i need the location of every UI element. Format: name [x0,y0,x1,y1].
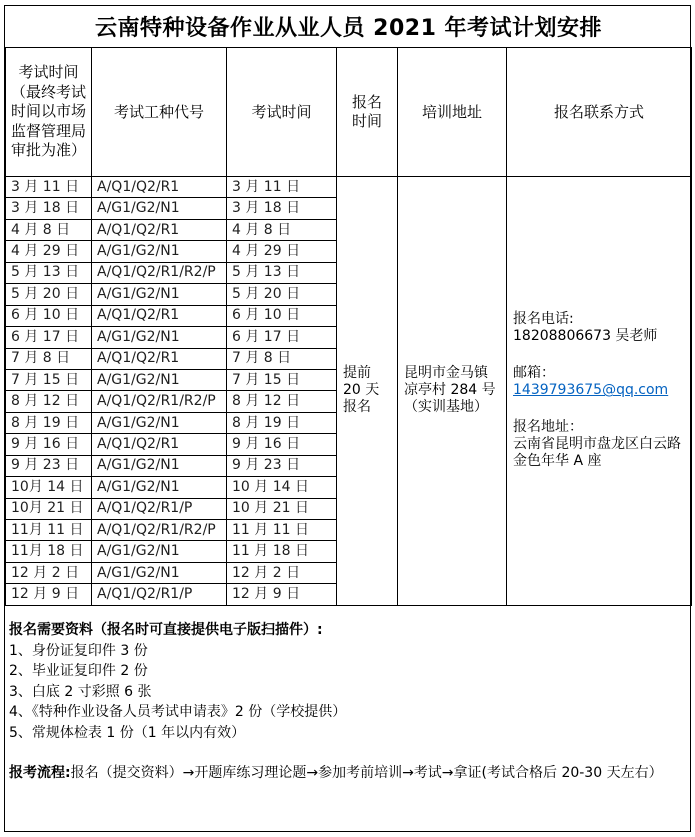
exam-date: 5 月 13 日 [227,262,337,283]
page-title: 云南特种设备作业从业人员 2021 年考试计划安排 [6,6,692,48]
final-exam-date: 9 月 16 日 [6,434,92,455]
exam-date: 12 月 2 日 [227,562,337,583]
table-header-row [6,48,692,177]
exam-date: 4 月 29 日 [227,241,337,262]
exam-date: 7 月 15 日 [227,369,337,390]
exam-code: A/G1/G2/N1 [92,241,227,262]
final-exam-date: 7 月 15 日 [6,369,92,390]
notes-section [9,620,689,784]
exam-date: 9 月 23 日 [227,455,337,476]
email-label: 邮箱： [513,365,555,382]
final-exam-date: 3 月 18 日 [6,198,92,219]
final-exam-date: 4 月 29 日 [6,241,92,262]
exam-code: A/Q1/Q2/R1 [92,305,227,326]
header-exam-code: 考试工种代号 [92,48,227,177]
exam-code: A/G1/G2/N1 [92,369,227,390]
materials-heading: 报名需要资料（报名时可直接提供电子版扫描件）: [9,622,323,638]
exam-date: 6 月 10 日 [227,305,337,326]
material-item: 1、身份证复印件 3 份 [9,642,148,659]
final-exam-date: 7 月 8 日 [6,348,92,369]
material-item: 5、常规体检表 1 份（1 年以内有效） [9,724,246,741]
header-exam-time-final: 考试时间（最终考试时间以市场监督管理局审批为准） [6,48,92,177]
final-exam-date: 10月 14 日 [6,477,92,498]
exam-code: A/G1/G2/N1 [92,477,227,498]
exam-date: 3 月 18 日 [227,198,337,219]
exam-code: A/G1/G2/N1 [92,198,227,219]
header-training-address: 培训地址 [398,48,507,177]
phone-label: 报名电话: [513,311,574,328]
exam-code: A/G1/G2/N1 [92,284,227,305]
process-line [9,763,689,784]
material-item: 3、白底 2 寸彩照 6 张 [9,683,152,700]
exam-date: 10 月 21 日 [227,498,337,519]
phone-value: 18208806673 吴老师 [513,328,658,345]
final-exam-date: 5 月 13 日 [6,262,92,283]
final-exam-date: 12 月 9 日 [6,584,92,605]
address-value: 云南省昆明市盘龙区白云路金色年华 A 座 [513,436,681,470]
process-label: 报考流程: [9,765,71,781]
material-item: 4、《特种作业设备人员考试申请表》2 份（学校提供） [9,704,347,720]
final-exam-date: 12 月 2 日 [6,562,92,583]
exam-date: 5 月 20 日 [227,284,337,305]
final-exam-date: 6 月 10 日 [6,305,92,326]
final-exam-date: 11月 18 日 [6,541,92,562]
final-exam-date: 5 月 20 日 [6,284,92,305]
exam-date: 11 月 11 日 [227,520,337,541]
address-label: 报名地址： [513,419,583,436]
exam-date: 10 月 14 日 [227,477,337,498]
final-exam-date: 6 月 17 日 [6,327,92,348]
exam-date: 3 月 11 日 [227,177,337,198]
exam-code: A/Q1/Q2/R1/P [92,584,227,605]
exam-date: 11 月 18 日 [227,541,337,562]
exam-code: A/Q1/Q2/R1/R2/P [92,262,227,283]
exam-date: 6 月 17 日 [227,327,337,348]
email-link[interactable]: 1439793675@qq.com [513,382,669,399]
exam-code: A/G1/G2/N1 [92,455,227,476]
exam-code: A/Q1/Q2/R1/R2/P [92,520,227,541]
exam-code: A/G1/G2/N1 [92,562,227,583]
exam-code: A/Q1/Q2/R1 [92,348,227,369]
final-exam-date: 8 月 12 日 [6,391,92,412]
header-registration-time: 报名时间 [337,48,398,177]
process-text: 报名（提交资料）→开题库练习理论题→参加考前培训→考试→拿证(考试合格后 20-30 天左右） [70,765,663,781]
final-exam-date: 8 月 19 日 [6,412,92,433]
exam-code: A/Q1/Q2/R1 [92,219,227,240]
final-exam-date: 10月 21 日 [6,498,92,519]
exam-code: A/Q1/Q2/R1/P [92,498,227,519]
exam-code: A/G1/G2/N1 [92,412,227,433]
exam-code: A/G1/G2/N1 [92,327,227,348]
contact-cell [507,177,692,606]
exam-date: 8 月 12 日 [227,391,337,412]
training-address-cell: 昆明市金马镇凉亭村 284 号（实训基地） [398,177,507,606]
final-exam-date: 9 月 23 日 [6,455,92,476]
header-exam-time: 考试时间 [227,48,337,177]
final-exam-date: 11月 11 日 [6,520,92,541]
registration-time-cell: 提前 20 天报名 [337,177,398,606]
header-contact: 报名联系方式 [507,48,692,177]
exam-date: 12 月 9 日 [227,584,337,605]
exam-date: 8 月 19 日 [227,412,337,433]
exam-code: A/Q1/Q2/R1/R2/P [92,391,227,412]
table-row [6,177,692,198]
exam-date: 7 月 8 日 [227,348,337,369]
exam-code: A/Q1/Q2/R1 [92,177,227,198]
final-exam-date: 3 月 11 日 [6,177,92,198]
exam-code: A/Q1/Q2/R1 [92,434,227,455]
exam-date: 9 月 16 日 [227,434,337,455]
exam-code: A/G1/G2/N1 [92,541,227,562]
exam-schedule-table [5,6,692,606]
exam-date: 4 月 8 日 [227,219,337,240]
material-item: 2、毕业证复印件 2 份 [9,663,148,679]
final-exam-date: 4 月 8 日 [6,219,92,240]
